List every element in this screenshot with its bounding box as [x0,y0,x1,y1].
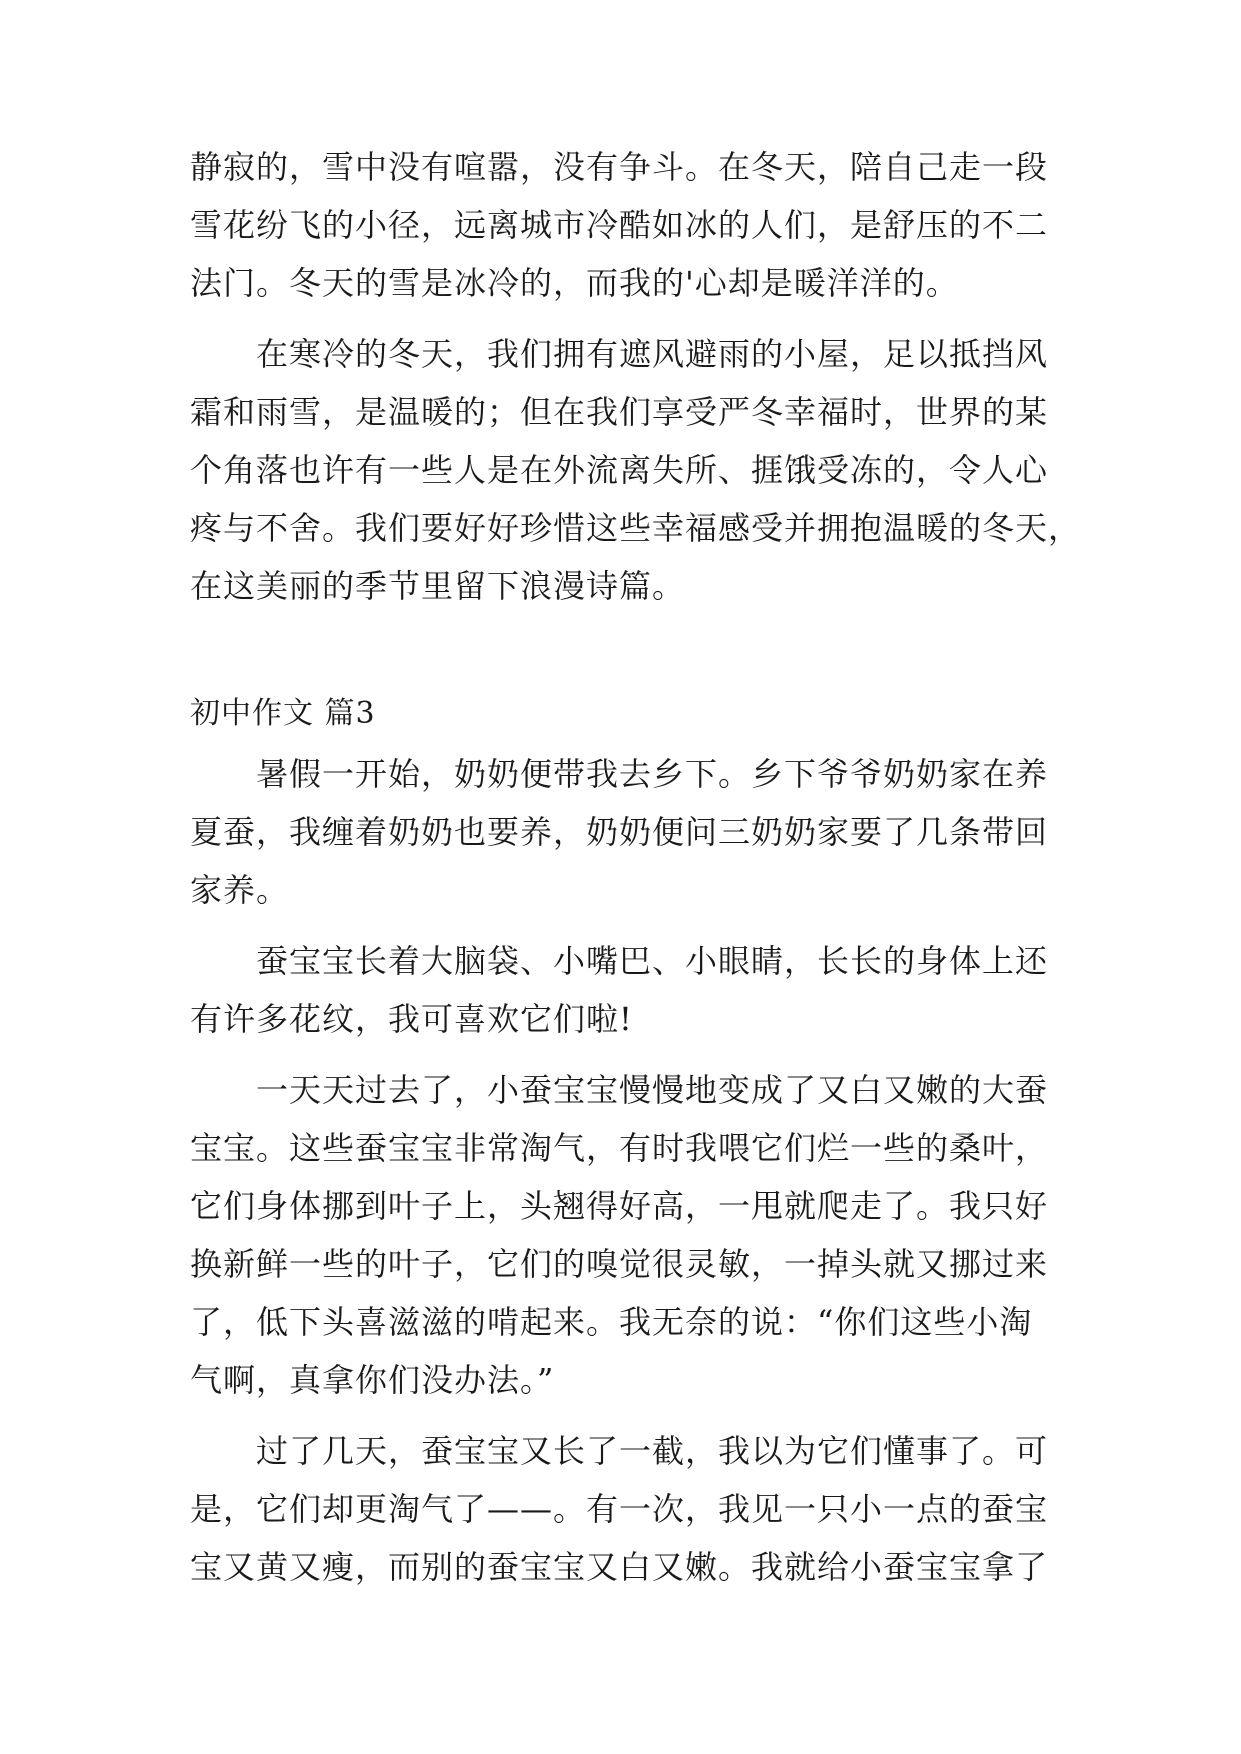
paragraph-line: 宝又黄又瘦，而别的蚕宝宝又白又嫩。我就给小蚕宝宝拿了 [190,1548,1049,1586]
paragraph-line: 有许多花纹，我可喜欢它们啦! [190,1000,633,1038]
paragraph-line: 夏蚕，我缠着奶奶也要养，奶奶便问三奶奶家要了几条带回 [190,813,1049,851]
paragraph-line: 暑假一开始，奶奶便带我去乡下。乡下爷爷奶奶家在养 [256,755,1049,793]
paragraph-line: 蚕宝宝长着大脑袋、小嘴巴、小眼睛，长长的身体上还 [256,942,1049,980]
paragraph-line: 法门。冬天的雪是冰冷的，而我的'心却是暖洋洋的。 [190,264,959,302]
paragraph-line: 个角落也许有一些人是在外流离失所、捱饿受冻的，令人心 [190,451,1049,489]
paragraph-line: 静寂的，雪中没有喧嚣，没有争斗。在冬天，陪自己走一段 [190,148,1049,186]
paragraph-line: 家养。 [190,871,290,909]
paragraph-line: 过了几天，蚕宝宝又长了一截，我以为它们懂事了。可 [256,1432,1049,1470]
paragraph-line: 换新鲜一些的叶子，它们的嗅觉很灵敏，一掉头就又挪过来 [190,1245,1049,1283]
paragraph-line: 在这美丽的季节里留下浪漫诗篇。 [190,567,686,605]
paragraph-line: 雪花纷飞的小径，远离城市冷酷如冰的人们，是舒压的不二 [190,206,1049,244]
section-heading: 初中作文 篇3 [190,696,376,731]
paragraph-line: 疼与不舍。我们要好好珍惜这些幸福感受并拥抱温暖的冬天， [190,509,1082,547]
paragraph-line: 气啊，真拿你们没办法。” [190,1361,555,1399]
paragraph-line: 是，它们却更淘气了——。有一次，我见一只小一点的蚕宝 [190,1490,1049,1528]
paragraph-line: 它们身体挪到叶子上，头翘得好高，一甩就爬走了。我只好 [190,1187,1049,1225]
paragraph-line: 宝宝。这些蚕宝宝非常淘气，有时我喂它们烂一些的桑叶， [190,1129,1049,1167]
paragraph-line: 霜和雨雪，是温暖的；但在我们享受严冬幸福时，世界的某 [190,393,1049,431]
paragraph-line: 了，低下头喜滋滋的啃起来。我无奈的说：“你们这些小淘 [190,1303,1033,1341]
paragraph-line: 一天天过去了，小蚕宝宝慢慢地变成了又白又嫩的大蚕 [256,1071,1049,1109]
paragraph-line: 在寒冷的冬天，我们拥有遮风避雨的小屋，足以抵挡风 [256,335,1049,373]
